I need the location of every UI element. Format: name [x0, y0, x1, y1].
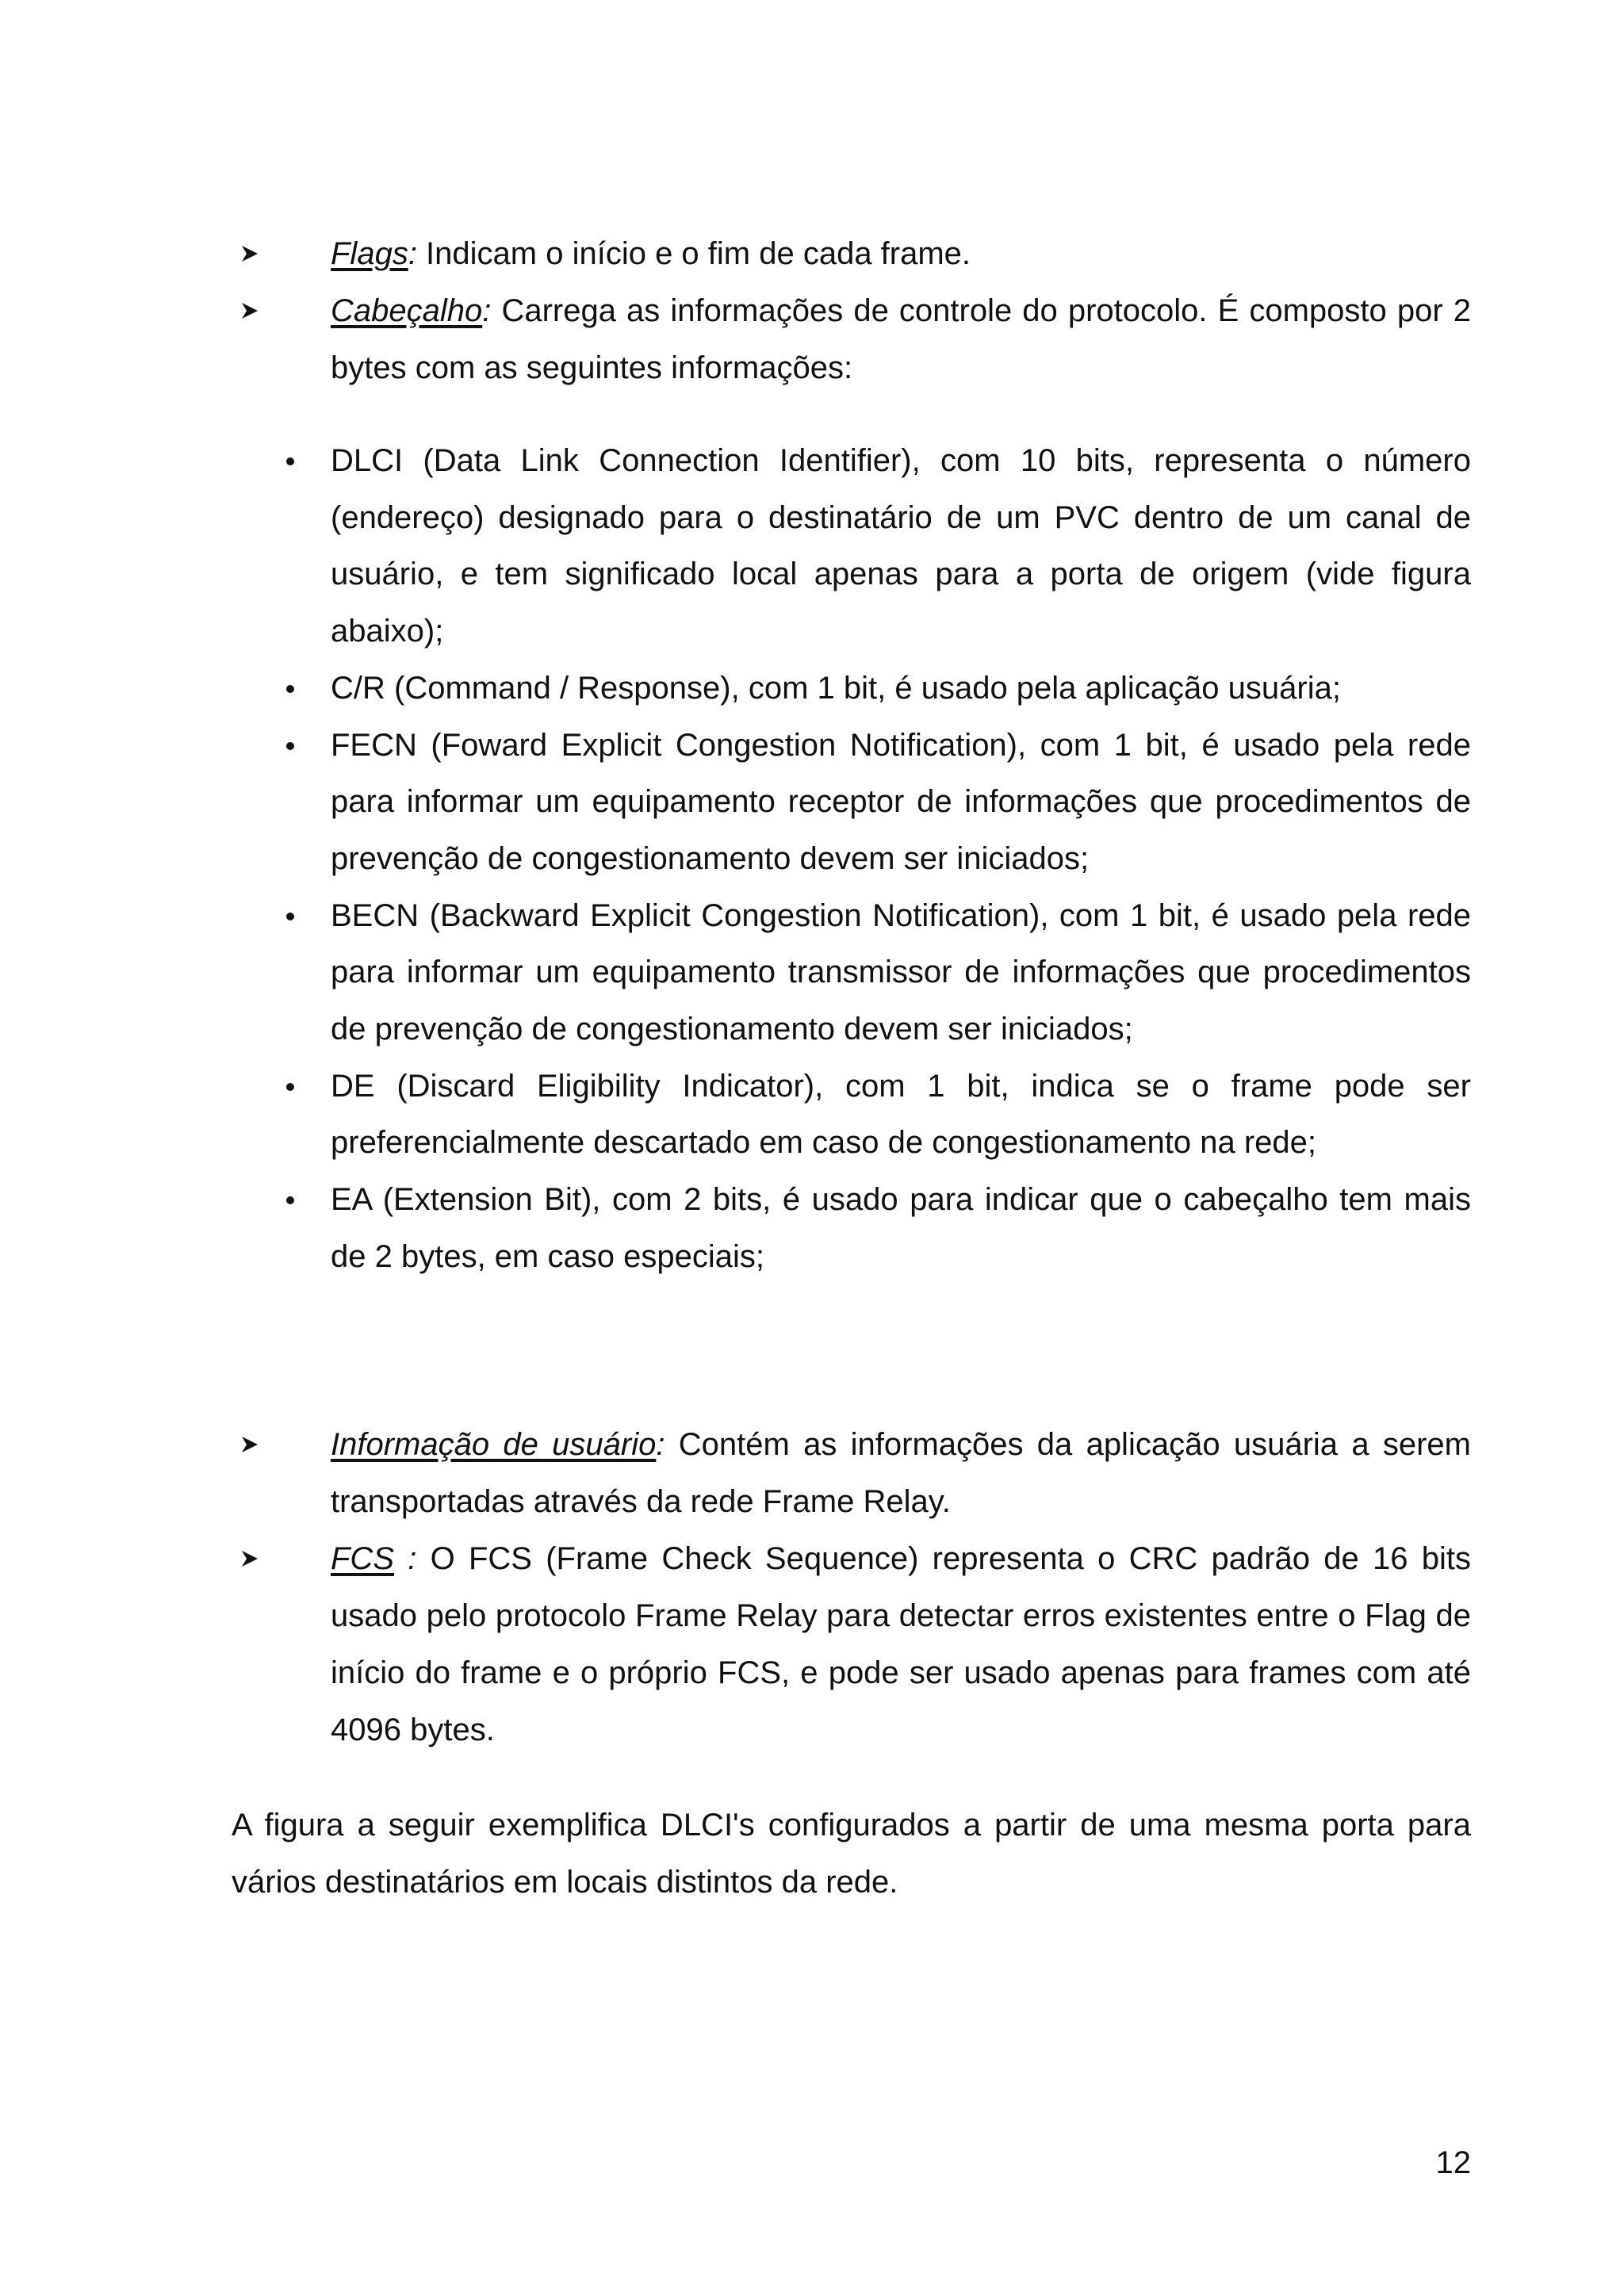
term-cabecalho: Cabeçalho [331, 293, 483, 328]
list-item-becn [282, 888, 1471, 1058]
item-description: Indicam o início e o fim de cada frame. [416, 236, 971, 271]
item-description: Carrega as informações de controle do protocolo. É composto por 2 bytes com as seguintes informações: [331, 293, 1471, 385]
list-item-fcs [282, 1530, 1471, 1758]
round-bullet-icon [286, 685, 294, 693]
round-bullet-icon [286, 913, 294, 920]
round-bullet-icon [286, 742, 294, 750]
list-item-cr [282, 660, 1471, 718]
header-fields-list [282, 433, 1471, 1286]
item-description: Contém as informações da aplicação usuária a serem transportadas através da rede Frame Relay. [331, 1427, 1471, 1519]
round-bullet-icon [286, 457, 294, 465]
list-item-dlci [282, 433, 1471, 660]
term-informacao-usuario: Informação de usuário [331, 1427, 657, 1462]
term-colon: : [482, 293, 492, 328]
field-description: DLCI (Data Link Connection Identifier), com 10 bits, representa o número (endereço) designado para o destinatário de um PVC dentro de um canal de usuário, e tem significado local apenas para a porta de origem (vide figura abaixo); [331, 443, 1471, 649]
item-description: O FCS (Frame Check Sequence) representa o CRC padrão de 16 bits usado pelo protocolo Frame Relay para detectar erros existentes entre o Flag de início do frame e o próprio FCS, e pode ser usado apenas para frames com até 4096 bytes. [331, 1541, 1471, 1747]
page-number: 12 [1435, 2145, 1471, 2180]
list-item-ea [282, 1172, 1471, 1285]
field-description: C/R (Command / Response), com 1 bit, é usado pela aplicação usuária; [331, 670, 1341, 706]
arrowhead-bullet-icon [240, 1416, 264, 1473]
list-item-de [282, 1058, 1471, 1172]
round-bullet-icon [286, 1196, 294, 1204]
term-colon: : [394, 1541, 417, 1576]
arrowhead-bullet-icon [240, 1530, 264, 1587]
list-item-informacao-usuario [282, 1416, 1471, 1530]
round-bullet-icon [286, 1083, 294, 1091]
field-description: DE (Discard Eligibility Indicator), com 1 bit, indica se o frame pode ser preferencialmente descartado em caso de congestionamento na rede; [331, 1068, 1471, 1161]
term-flags: Flags [331, 236, 408, 271]
field-description: FECN (Foward Explicit Congestion Notification), com 1 bit, é usado pela rede para informar um equipamento receptor de informações que procedimentos de prevenção de congestionamento devem ser iniciados; [331, 727, 1471, 876]
arrowhead-bullet-icon [240, 225, 264, 282]
arrowhead-bullet-icon [240, 282, 264, 339]
term-colon: : [656, 1427, 665, 1462]
list-item-fecn [282, 718, 1471, 888]
field-description: BECN (Backward Explicit Congestion Notification), com 1 bit, é usado pela rede para informar um equipamento transmissor de informações que procedimentos de prevenção de congestionamento devem ser iniciados; [331, 897, 1471, 1047]
list-item-flags [282, 225, 1471, 282]
term-colon: : [408, 236, 417, 271]
field-description: EA (Extension Bit), com 2 bits, é usado para indicar que o cabeçalho tem mais de 2 bytes, em caso especiais; [331, 1182, 1471, 1274]
list-item-cabecalho [282, 282, 1471, 396]
closing-paragraph: A figura a seguir exemplifica DLCI's configurados a partir de uma mesma porta para vários destinatários em locais distintos da rede. [232, 1808, 1471, 1900]
term-fcs: FCS [331, 1541, 394, 1576]
